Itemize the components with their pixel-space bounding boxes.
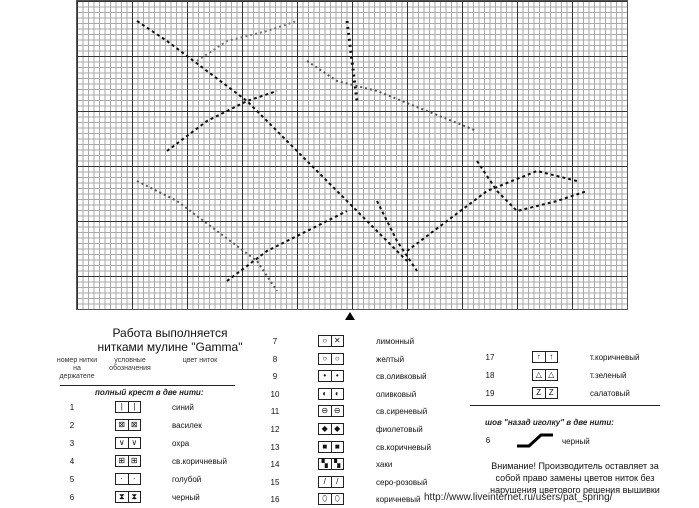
thread-symbol-icon: · · — [115, 473, 141, 485]
thread-symbol-icon: ⬯ ⬯ — [318, 493, 344, 505]
thread-number: 16 — [270, 495, 280, 505]
thread-symbol-icon: ↑ ↑ — [532, 351, 558, 363]
thread-number: 14 — [270, 460, 280, 470]
section-full-cross: полный крест в две нити: — [95, 388, 204, 397]
thread-symbol-icon: ◆ ◆ — [318, 423, 344, 435]
thread-symbol-icon: ⊞ ⊞ — [115, 455, 141, 467]
thread-number: 11 — [270, 407, 280, 417]
thread-color-name: фиолетовый — [376, 425, 423, 434]
backstitch-line-icon — [515, 432, 555, 448]
thread-color-name: коричневый — [376, 495, 421, 505]
thread-symbol-icon: ⧗ ⧗ — [115, 491, 141, 503]
thread-symbol-icon: ▚ ▚ — [318, 458, 344, 470]
legend-title: Работа выполняется нитками мулине "Gamma" — [97, 326, 243, 354]
thread-symbol-icon: ⊠ ⊠ — [115, 419, 141, 431]
cross-stitch-pattern-grid — [76, 0, 628, 310]
thread-number: 12 — [270, 425, 280, 434]
thread-color-name: голубой — [172, 475, 202, 484]
thread-number: 1 — [69, 403, 75, 412]
thread-number: 18 — [485, 371, 495, 380]
thread-symbol-icon: Z Z — [532, 387, 558, 399]
thread-number: 10 — [270, 389, 280, 399]
center-marker-icon — [345, 312, 355, 320]
thread-number: 13 — [270, 442, 280, 452]
thread-symbol-icon: ○ ✕ — [318, 335, 344, 347]
thread-number: 15 — [270, 477, 280, 487]
thread-color-name: синий — [172, 403, 194, 412]
thread-number: 4 — [69, 457, 75, 466]
thread-color-name: лимонный — [376, 337, 415, 346]
thread-color-name: василек — [172, 421, 202, 430]
backstitch-number: 6 — [485, 436, 491, 445]
thread-number: 6 — [69, 493, 75, 502]
source-url: http://www.liveinternet.ru/users/pat_spring/ — [424, 492, 613, 503]
thread-number: 17 — [485, 353, 495, 362]
thread-symbol-icon: / / — [318, 476, 344, 488]
section-backstitch: шов "назад иголку" в две нити: — [485, 418, 614, 427]
divider — [470, 405, 660, 406]
thread-symbol-icon: ◐ ◐ — [318, 388, 344, 400]
divider — [60, 385, 235, 386]
thread-color-name: св.коричневый — [172, 457, 227, 466]
thread-color-name: т.зеленый — [590, 371, 627, 380]
pattern-symbols — [77, 1, 629, 311]
header-symbols: условные обозначения — [109, 357, 151, 372]
thread-symbol-icon: ■ ■ — [318, 441, 344, 453]
thread-number: 9 — [272, 372, 278, 382]
thread-color-name: желтый — [376, 354, 405, 364]
thread-color-name: т.коричневый — [590, 353, 640, 362]
thread-symbol-icon: ○ ○ — [318, 353, 344, 365]
thread-color-name: черный — [172, 493, 200, 502]
thread-color-name: св.коричневый — [376, 442, 431, 452]
thread-symbol-icon: • • — [318, 370, 344, 382]
thread-color-name: св.оливковый — [376, 372, 427, 382]
thread-color-name: охра — [172, 439, 190, 448]
header-number: номер нитки на держателе — [56, 357, 98, 380]
thread-number: 7 — [272, 337, 278, 346]
thread-symbol-icon: ∨ ∨ — [115, 437, 141, 449]
thread-number: 3 — [69, 439, 75, 448]
thread-number: 2 — [69, 421, 75, 430]
thread-number: 19 — [485, 389, 495, 398]
thread-number: 5 — [69, 475, 75, 484]
thread-number: 8 — [272, 354, 278, 364]
thread-color-name: хаки — [376, 460, 393, 470]
header-color: цвет ниток — [182, 357, 218, 364]
warning-note: Внимание! Производитель оставляет за собой право замены цветов ниток без нарушения цветового решения вышивки — [490, 461, 660, 495]
thread-symbol-icon: | | — [115, 401, 141, 413]
thread-color-name: оливковый — [376, 389, 417, 399]
thread-symbol-icon: ⊖ ⊖ — [318, 405, 344, 417]
thread-color-name: салатовый — [590, 389, 630, 398]
backstitch-name: черный — [562, 437, 590, 446]
thread-symbol-icon: △ △ — [532, 369, 558, 381]
thread-color-name: серо-розовый — [376, 477, 428, 487]
thread-color-name: св.сиреневый — [376, 407, 428, 417]
